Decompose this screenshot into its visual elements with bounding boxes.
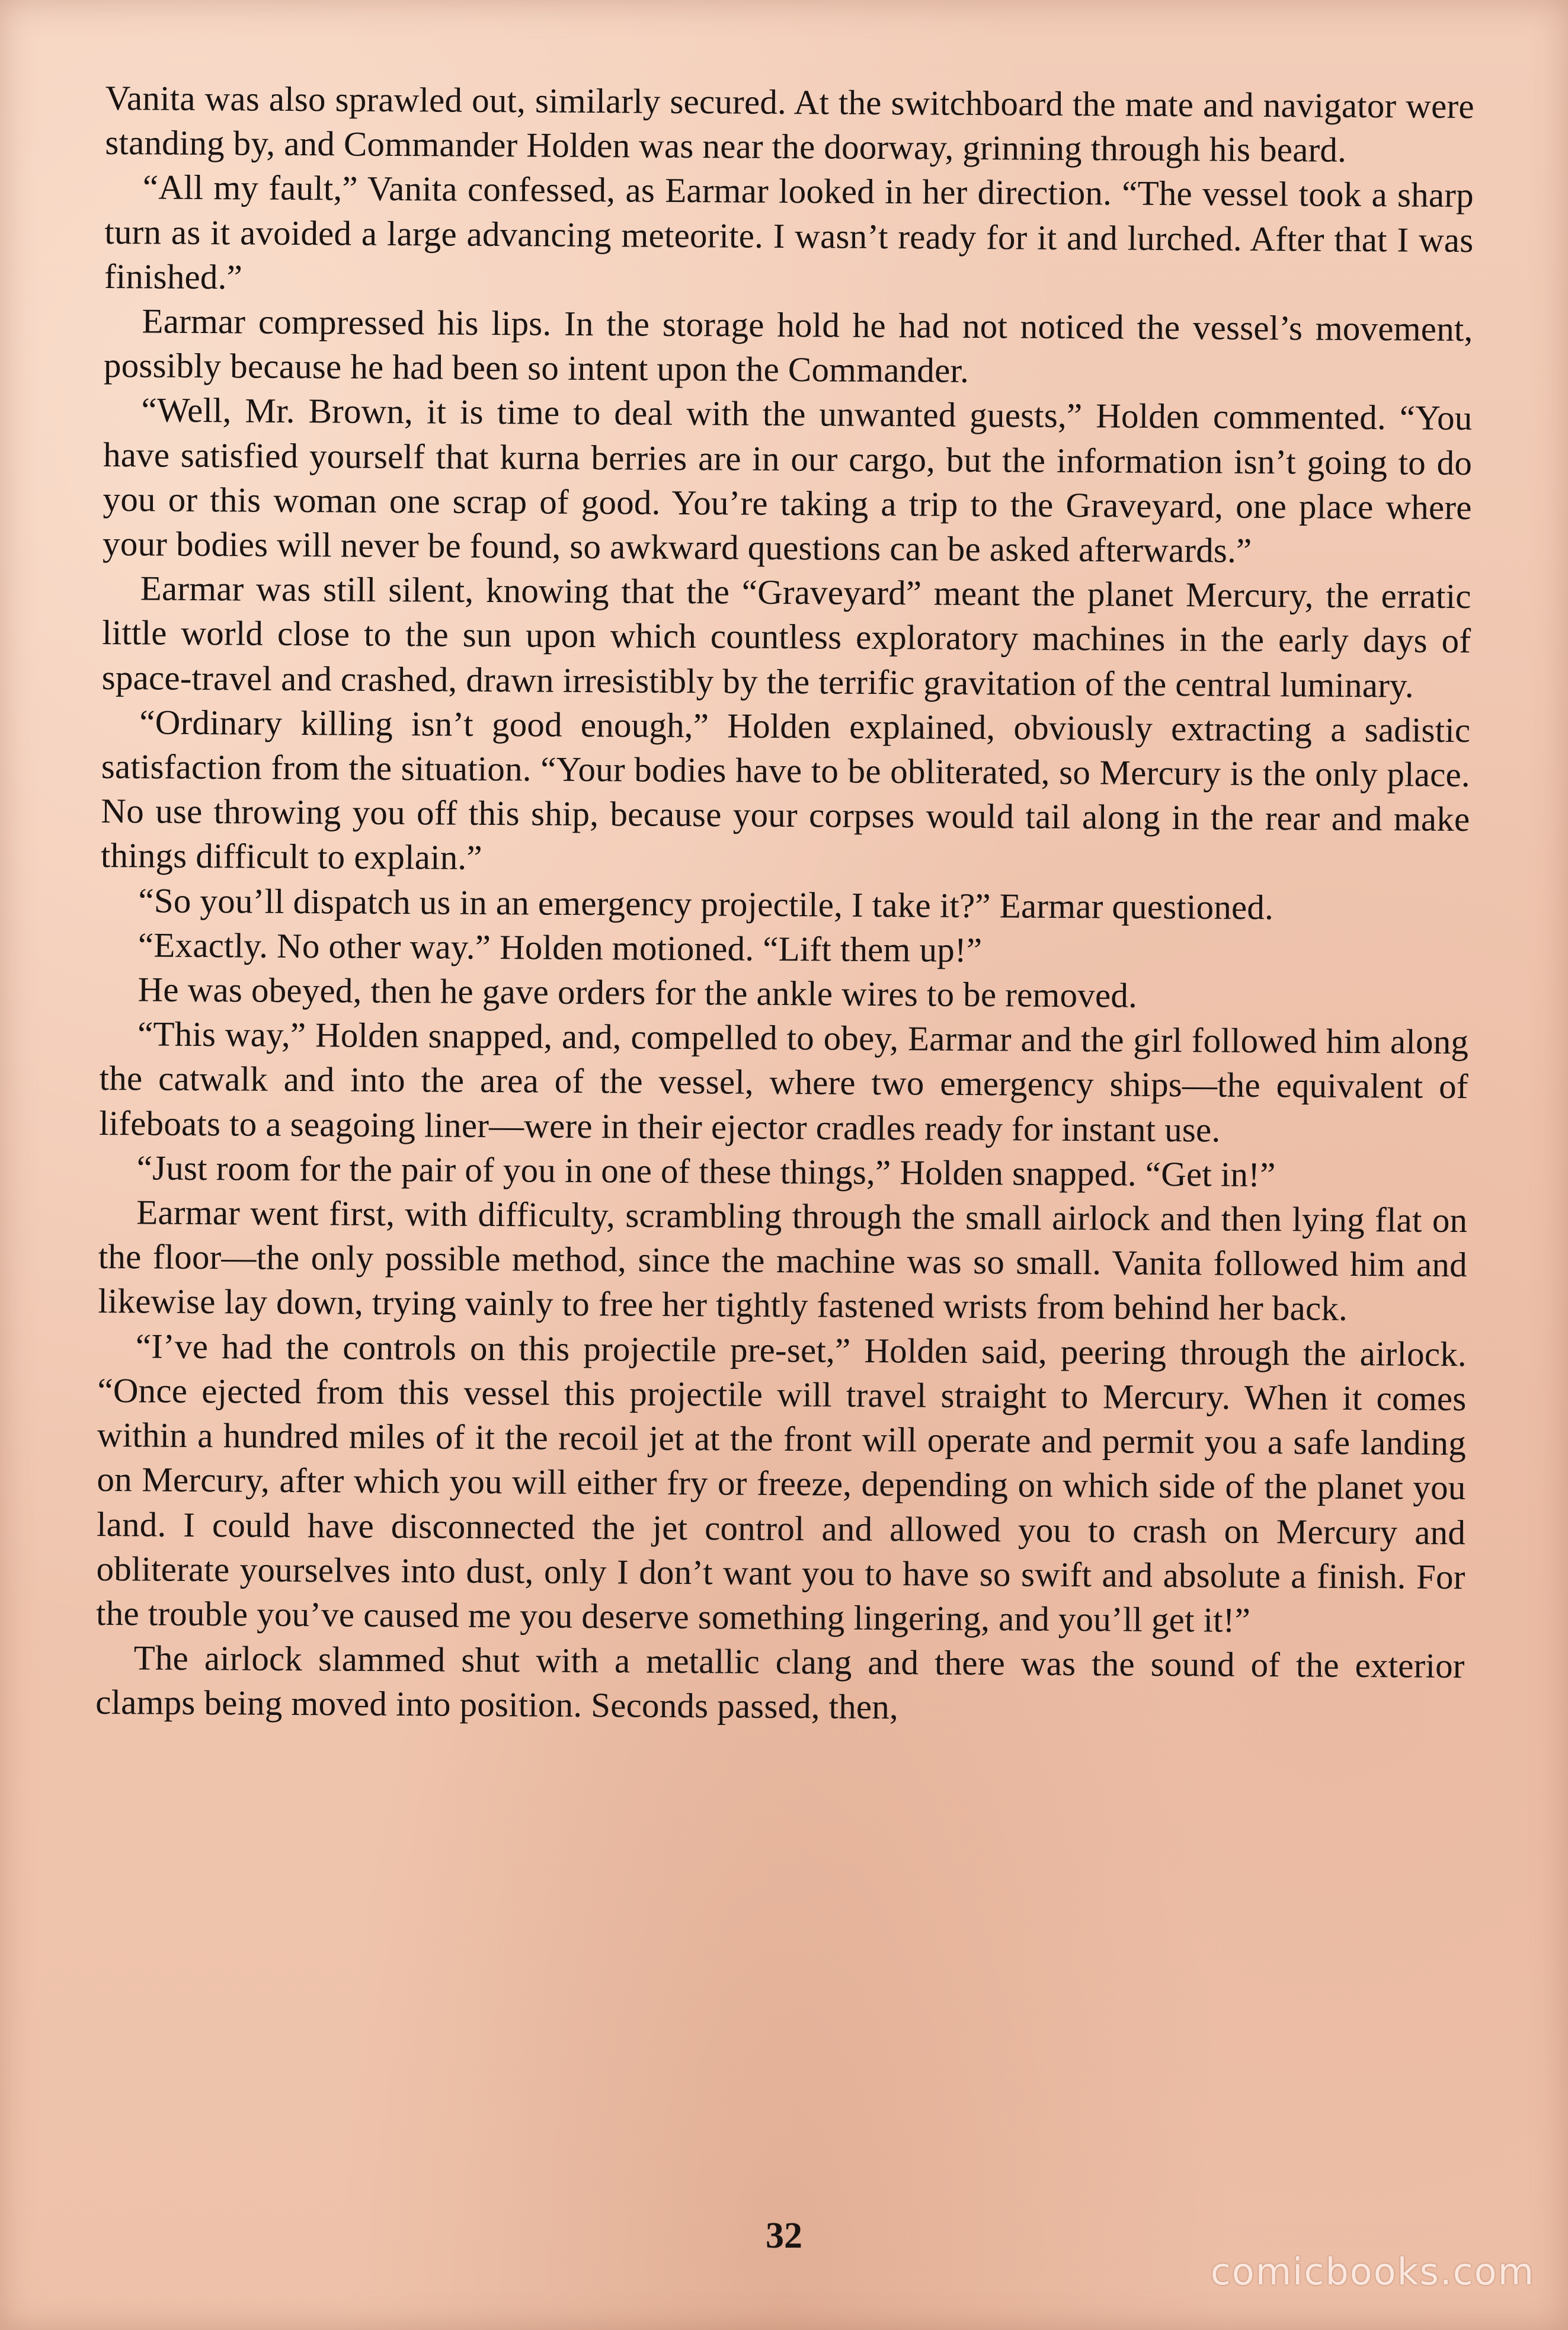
paragraph-3: Earmar compressed his lips. In the storage hold he had not noticed the vessel’s movement, possibly because he had been so intent upon the Commander.	[103, 301, 1473, 391]
watermark: comicbooks.com	[1210, 2250, 1535, 2293]
paragraph-9: He was obeyed, then he gave orders for the ankle wires to be removed.	[137, 969, 1138, 1015]
paragraph-4: “Well, Mr. Brown, it is time to deal with the unwanted guests,” Holden commented. “You have satisfied yourself that kurna berries are in our cargo, but the information isn’t going to do you or this woman one scrap of good. You’re taking a trip to the Graveyard, one place where your bodies will never be found, so awkward questions can be asked afterwards.”	[102, 390, 1473, 570]
paragraph-13: “I’ve had the controls on this projectile pre-set,” Holden said, peering through the airlock. “Once ejected from this vessel this projectile will travel straight to Mercury. When it comes within a hundred miles of it the recoil jet at the front will operate and permit you a safe landing on Mercury, after which you will either fry or freeze, depending on which side of the planet you land. I could have disconnected the jet control and allowed you to crash on Mercury and obliterate yourselves into dust, only I don’t want you to have so swift and absolute a finish. For the trouble you’ve caused me you deserve something lingering, and you’ll get it!”	[95, 1326, 1467, 1640]
paragraph-12: Earmar went first, with difficulty, scrambling through the small airlock and then lying flat on the floor—the only possible method, since the machine was so small. Vanita followed him and likewise lay down, trying vainly to free her tightly fastened wrists from behind her back.	[98, 1192, 1468, 1329]
paragraph-10: “This way,” Holden snapped, and, compelled to obey, Earmar and the girl followed him along the catwalk and into the area of the vessel, where two emergency ships—the equivalent of lifeboats to a seagoing liner—were in their ejector cradles ready for instant use.	[99, 1014, 1469, 1150]
paragraph-2: “All my fault,” Vanita confessed, as Earmar looked in her direction. “The vessel took a sharp turn as it avoided a large advancing meteorite. I wasn’t ready for it and lurched. After that I was finished.”	[104, 167, 1474, 297]
paragraph-6: “Ordinary killing isn’t good enough,” Holden explained, obviously extracting a sadistic satisfaction from the situation. “Your bodies have to be obliterated, so Mercury is the only place. No use throwing you off this ship, because your corpses would tail along in the rear and make things difficult to explain.”	[100, 702, 1471, 878]
paragraph-5: Earmar was still silent, knowing that the “Graveyard” meant the planet Mercury, the erratic little world close to the sun upon which countless exploratory machines in the early days of space-travel and crashed, drawn irresistibly by the terrific gravitation of the central luminary.	[101, 568, 1471, 705]
paragraph-11: “Just room for the pair of you in one of these things,” Holden snapped. “Get in!”	[136, 1148, 1276, 1194]
story-text	[95, 76, 1474, 1733]
paragraph-14: The airlock slammed shut with a metallic clang and there was the sound of the exterior clamps being moved into position. Seconds passed, then,	[95, 1638, 1465, 1727]
paragraph-8: “Exactly. No other way.” Holden motioned. “Lift them up!”	[137, 925, 983, 969]
paragraph-7: “So you’ll dispatch us in an emergency projectile, I take it?” Earmar questioned.	[138, 881, 1274, 927]
page-number: 32	[766, 2216, 802, 2256]
paragraph-1: Vanita was also sprawled out, similarly secured. At the switchboard the mate and navigator were standing by, and Commander Holden was near the doorway, grinning through his beard.	[105, 78, 1474, 169]
